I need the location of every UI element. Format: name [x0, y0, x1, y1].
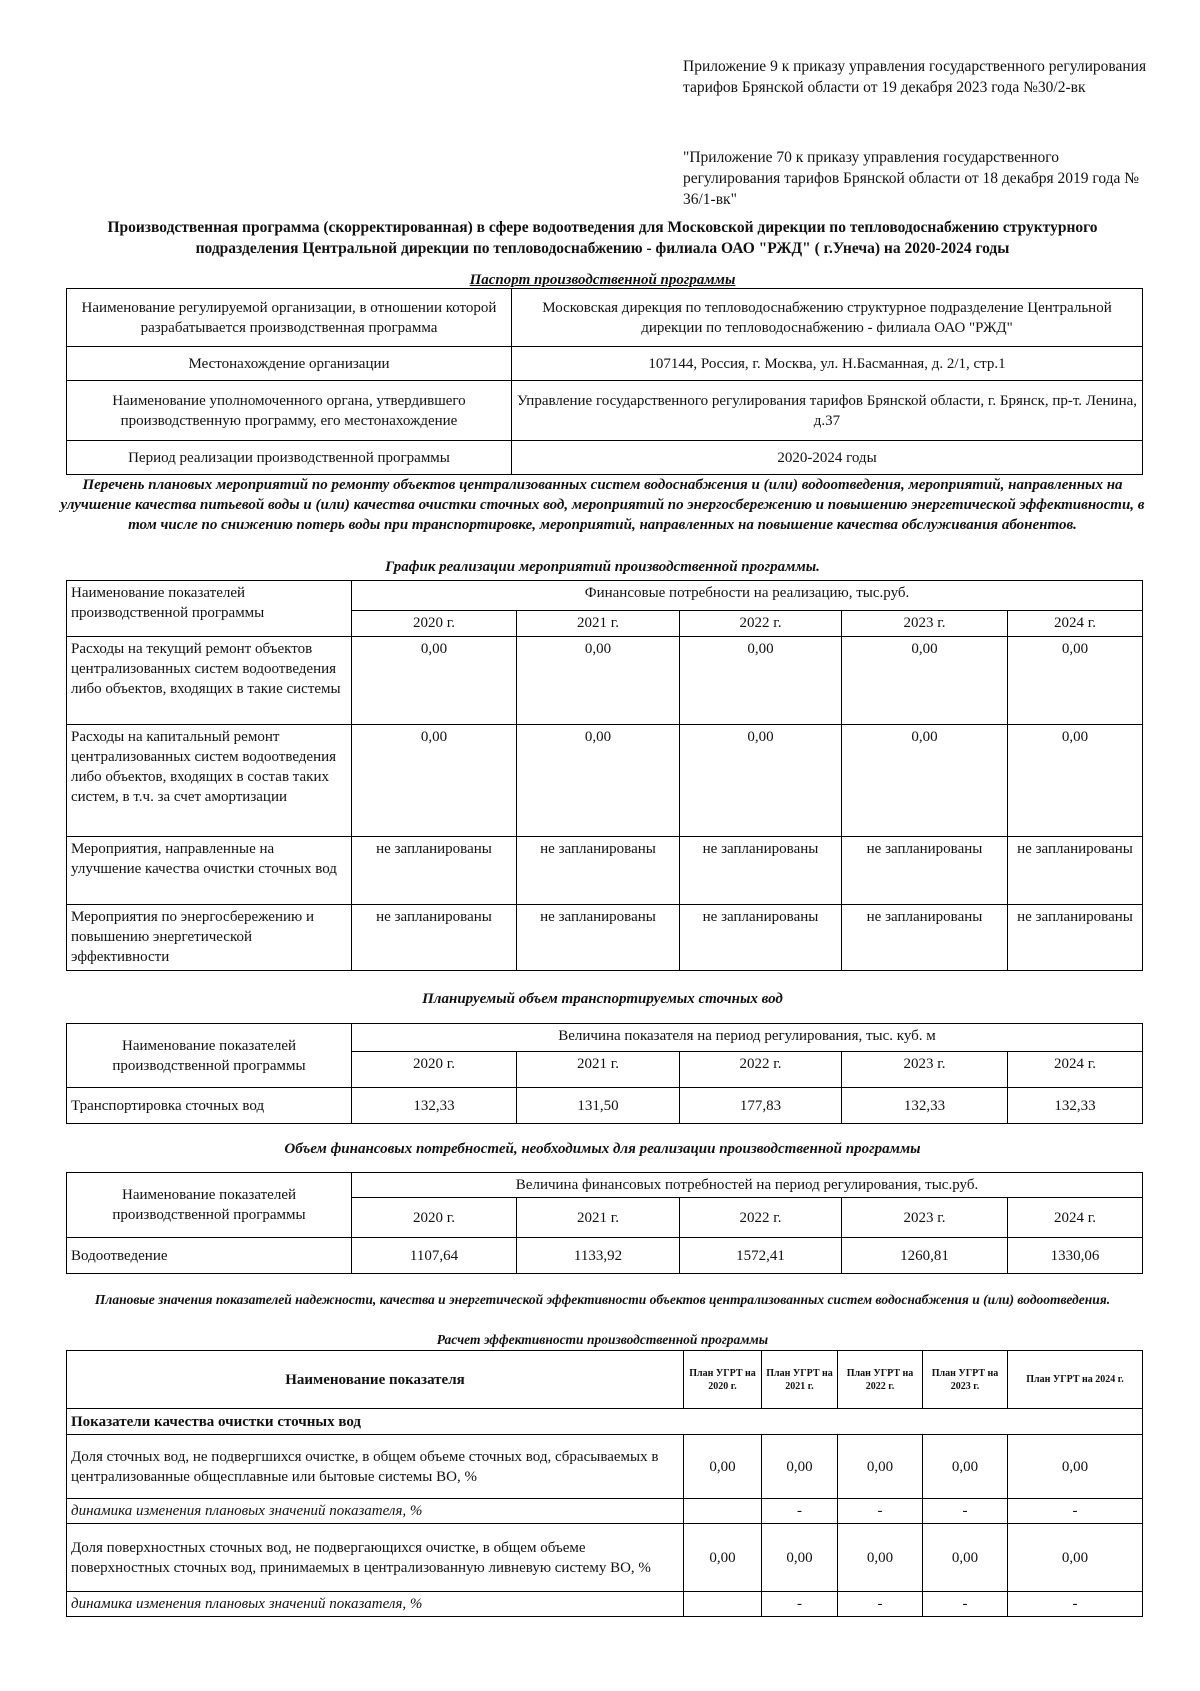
cell-value: 132,33 — [1008, 1088, 1143, 1124]
cell-value: 1330,06 — [1008, 1238, 1143, 1274]
table-row — [67, 905, 1143, 971]
year-header: 2020 г. — [352, 611, 517, 637]
passport-label: Наименование регулируемой организации, в отношении которой разрабатывается производственная программа — [67, 289, 512, 347]
cell-value: 1133,92 — [517, 1238, 680, 1274]
cell-value: 0,00 — [352, 637, 517, 725]
passport-value: 107144, Россия, г. Москва, ул. Н.Басманная, д. 2/1, стр.1 — [512, 347, 1143, 381]
row-name: Водоотведение — [67, 1238, 352, 1274]
cell-value: 0,00 — [1008, 1524, 1143, 1592]
cell-value: не запланированы — [352, 905, 517, 971]
header-group: Величина показателя на период регулирования, тыс. куб. м — [352, 1024, 1143, 1052]
volume-caption: Планируемый объем транспортируемых сточных вод — [422, 991, 783, 1007]
finance-table — [66, 1172, 1143, 1274]
row-name: Расходы на текущий ремонт объектов централизованных систем водоотведения либо объектов, входящих в такие системы — [67, 637, 352, 725]
cell-value: 0,00 — [680, 725, 842, 837]
cell-value: 0,00 — [517, 637, 680, 725]
cell-value: 131,50 — [517, 1088, 680, 1124]
cell-value: - — [762, 1592, 838, 1617]
document-title: Производственная программа (скорректированная) в сфере водоотведения для Московской дирекции по тепловодоснабжению структурного подразделения Центральной дирекции по тепловодоснабжению - филиала ОАО "РЖД" ( г.Унеча) на 2020-2024 годы — [107, 219, 1098, 257]
cell-value: 0,00 — [680, 637, 842, 725]
cell-value: - — [1008, 1499, 1143, 1524]
passport-value: Управление государственного регулирования тарифов Брянской области, г. Брянск, пр-т. Ленина, д.37 — [512, 381, 1143, 441]
cell-value: 0,00 — [762, 1524, 838, 1592]
cell-value: 0,00 — [923, 1435, 1008, 1499]
table-row — [67, 1592, 1143, 1617]
cell-value: не запланированы — [517, 905, 680, 971]
plan-header: План УГРТ на 2023 г. — [923, 1351, 1008, 1409]
header-name: Наименование показателей производственной программы — [67, 581, 352, 637]
cell-value: 132,33 — [352, 1088, 517, 1124]
section-row — [67, 1409, 1143, 1435]
plan-header: План УГРТ на 2024 г. — [1008, 1351, 1143, 1409]
measures-subcaption: График реализации мероприятий производственной программы. — [385, 559, 820, 575]
year-header: 2024 г. — [1008, 611, 1143, 637]
cell-value: 0,00 — [1008, 1435, 1143, 1499]
cell-value: не запланированы — [1008, 905, 1143, 971]
passport-label: Местонахождение организации — [67, 347, 512, 381]
year-header: 2023 г. — [842, 1052, 1008, 1088]
table-row — [67, 1499, 1143, 1524]
table-row — [67, 1238, 1143, 1274]
volume-table — [66, 1023, 1143, 1124]
appendix-note-2: "Приложение 70 к приказу управления государственного регулирования тарифов Брянской области от 18 декабря 2019 года № 36/1-вк" — [683, 149, 1140, 208]
year-header: 2021 г. — [517, 1198, 680, 1238]
cell-value: 0,00 — [684, 1524, 762, 1592]
year-header: 2022 г. — [680, 1052, 842, 1088]
cell-value: 0,00 — [1008, 725, 1143, 837]
year-header: 2021 г. — [517, 611, 680, 637]
passport-label: Период реализации производственной программы — [67, 441, 512, 475]
plan-header: План УГРТ на 2022 г. — [838, 1351, 923, 1409]
year-header: 2022 г. — [680, 1198, 842, 1238]
cell-value: - — [1008, 1592, 1143, 1617]
cell-value: не запланированы — [842, 905, 1008, 971]
passport-label: Наименование уполномоченного органа, утвердившего производственную программу, его местонахождение — [67, 381, 512, 441]
year-header: 2023 г. — [842, 611, 1008, 637]
cell-value: 177,83 — [680, 1088, 842, 1124]
cell-value: не запланированы — [842, 837, 1008, 905]
cell-value: - — [762, 1499, 838, 1524]
header-name: Наименование показателей производственной программы — [67, 1173, 352, 1238]
cell-value: 132,33 — [842, 1088, 1008, 1124]
table-row — [67, 725, 1143, 837]
row-name: Доля поверхностных сточных вод, не подвергающихся очистке, в общем объеме поверхностных сточных вод, принимаемых в централизованную ливневую систему ВО, % — [67, 1524, 684, 1592]
row-name: динамика изменения плановых значений показателя, % — [67, 1592, 684, 1617]
section-title: Показатели качества очистки сточных вод — [67, 1409, 1143, 1435]
row-name: Мероприятия, направленные на улучшение качества очистки сточных вод — [67, 837, 352, 905]
passport-table — [66, 288, 1143, 475]
cell-value: - — [923, 1592, 1008, 1617]
plan-header: План УГРТ на 2020 г. — [684, 1351, 762, 1409]
cell-value: не запланированы — [680, 837, 842, 905]
cell-value: 0,00 — [517, 725, 680, 837]
cell-value: 0,00 — [842, 725, 1008, 837]
row-name: динамика изменения плановых значений показателя, % — [67, 1499, 684, 1524]
cell-value: не запланированы — [680, 905, 842, 971]
row-name: Доля сточных вод, не подвергшихся очистке, в общем объеме сточных вод, сбрасываемых в централизованные общесплавные или бытовые системы ВО, % — [67, 1435, 684, 1499]
header-name: Наименование показателей производственной программы — [67, 1024, 352, 1088]
cell-value — [684, 1592, 762, 1617]
cell-value — [684, 1499, 762, 1524]
cell-value: - — [838, 1499, 923, 1524]
cell-value: - — [838, 1592, 923, 1617]
cell-value: 0,00 — [923, 1524, 1008, 1592]
cell-value: - — [923, 1499, 1008, 1524]
year-header: 2020 г. — [352, 1052, 517, 1088]
row-name: Транспортировка сточных вод — [67, 1088, 352, 1124]
header-group: Величина финансовых потребностей на период регулирования, тыс.руб. — [352, 1173, 1143, 1198]
cell-value: 0,00 — [684, 1435, 762, 1499]
header-name: Наименование показателя — [67, 1351, 684, 1409]
cell-value: 0,00 — [1008, 637, 1143, 725]
row-name: Мероприятия по энергосбережению и повышению энергетической эффективности — [67, 905, 352, 971]
cell-value: 1107,64 — [352, 1238, 517, 1274]
header-group: Финансовые потребности на реализацию, тыс.руб. — [352, 581, 1143, 611]
passport-row — [67, 289, 1143, 347]
table-row — [67, 837, 1143, 905]
cell-value: 0,00 — [842, 637, 1008, 725]
finance-caption: Объем финансовых потребностей, необходимых для реализации производственной программы — [284, 1141, 921, 1157]
year-header: 2024 г. — [1008, 1052, 1143, 1088]
cell-value: не запланированы — [1008, 837, 1143, 905]
passport-caption: Паспорт производственной программы — [469, 272, 736, 288]
indicators-subcaption: Расчет эффективности производственной программы — [436, 1332, 769, 1347]
cell-value: 1572,41 — [680, 1238, 842, 1274]
table-row — [67, 637, 1143, 725]
passport-value: 2020-2024 годы — [512, 441, 1143, 475]
row-name: Расходы на капитальный ремонт централизованных систем водоотведения либо объектов, входящих в состав таких систем, в т.ч. за счет амортизации — [67, 725, 352, 837]
plan-header: План УГРТ на 2021 г. — [762, 1351, 838, 1409]
measures-caption: Перечень плановых мероприятий по ремонту объектов централизованных систем водоснабжения и (или) водоотведения, мероприятий, направленных на улучшение качества питьевой воды и (или) качества очистки сточных вод, мероприятий по энергосбережению и повышению энергетической эффективности, в том числе по снижению потерь воды при транспортировке, мероприятий, направленных на повышение качества обслуживания абонентов. — [60, 477, 1145, 533]
passport-value: Московская дирекция по тепловодоснабжению структурное подразделение Центральной дирекции по тепловодоснабжению - филиала ОАО "РЖД" — [512, 289, 1143, 347]
year-header: 2020 г. — [352, 1198, 517, 1238]
year-header: 2023 г. — [842, 1198, 1008, 1238]
passport-row — [67, 381, 1143, 441]
year-header: 2021 г. — [517, 1052, 680, 1088]
year-header: 2024 г. — [1008, 1198, 1143, 1238]
appendix-note-1: Приложение 9 к приказу управления государственного регулирования тарифов Брянской области от 19 декабря 2023 года №30/2-вк — [683, 58, 1147, 96]
cell-value: не запланированы — [517, 837, 680, 905]
passport-row — [67, 347, 1143, 381]
cell-value: не запланированы — [352, 837, 517, 905]
cell-value: 0,00 — [762, 1435, 838, 1499]
table-row — [67, 1435, 1143, 1499]
table-row — [67, 1088, 1143, 1124]
table-row — [67, 1524, 1143, 1592]
measures-table — [66, 580, 1143, 971]
cell-value: 0,00 — [352, 725, 517, 837]
indicators-table — [66, 1350, 1143, 1617]
year-header: 2022 г. — [680, 611, 842, 637]
cell-value: 0,00 — [838, 1435, 923, 1499]
cell-value: 1260,81 — [842, 1238, 1008, 1274]
cell-value: 0,00 — [838, 1524, 923, 1592]
passport-row — [67, 441, 1143, 475]
indicators-caption: Плановые значения показателей надежности, качества и энергетической эффективности объектов централизованных систем водоснабжения и (или) водоотведения. — [94, 1292, 1111, 1307]
